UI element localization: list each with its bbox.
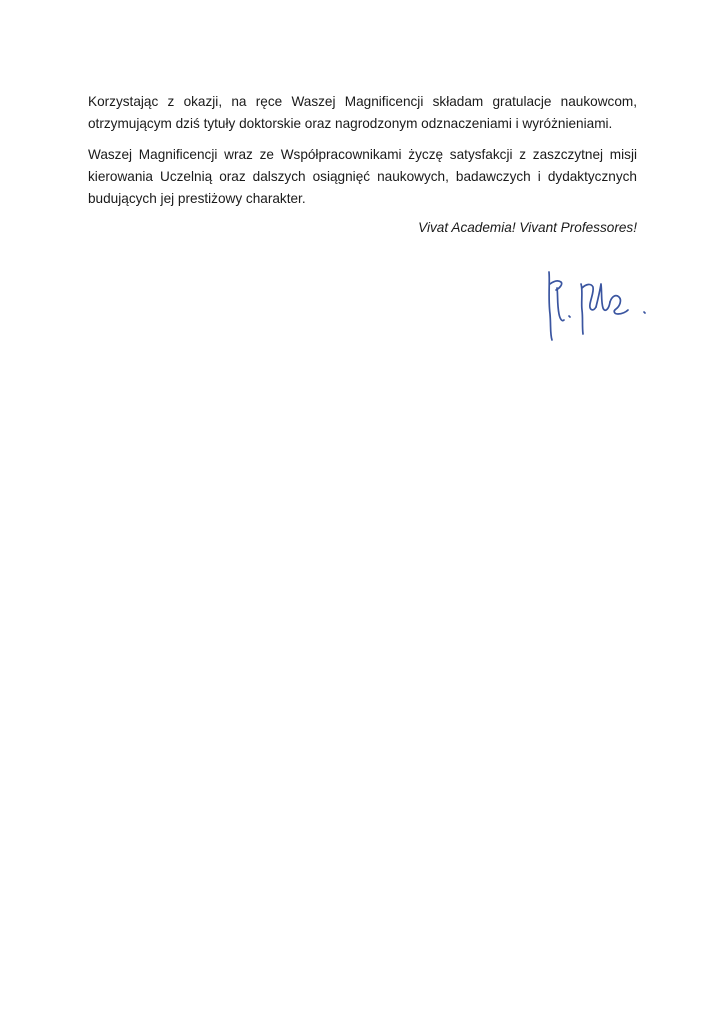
paragraph-wishes: Waszej Magnificencji wraz ze Współpracownikami życzę satysfakcji z zaszczytnej misji kierowania Uczelnią oraz dalszych osiągnięć naukowych, badawczych i dydaktycznych budujących jej prestiżowy charakter. (88, 147, 637, 206)
paragraph-congratulations: Korzystając z okazji, na ręce Waszej Magnificencji składam gratulacje naukowcom, otrzymującym dziś tytuły doktorskie oraz nagrodzonym odznaczeniami i wyróżnieniami. (88, 94, 637, 131)
handwritten-signature (540, 264, 660, 344)
closing-salutation: Vivat Academia! Vivant Professores! (418, 220, 637, 235)
